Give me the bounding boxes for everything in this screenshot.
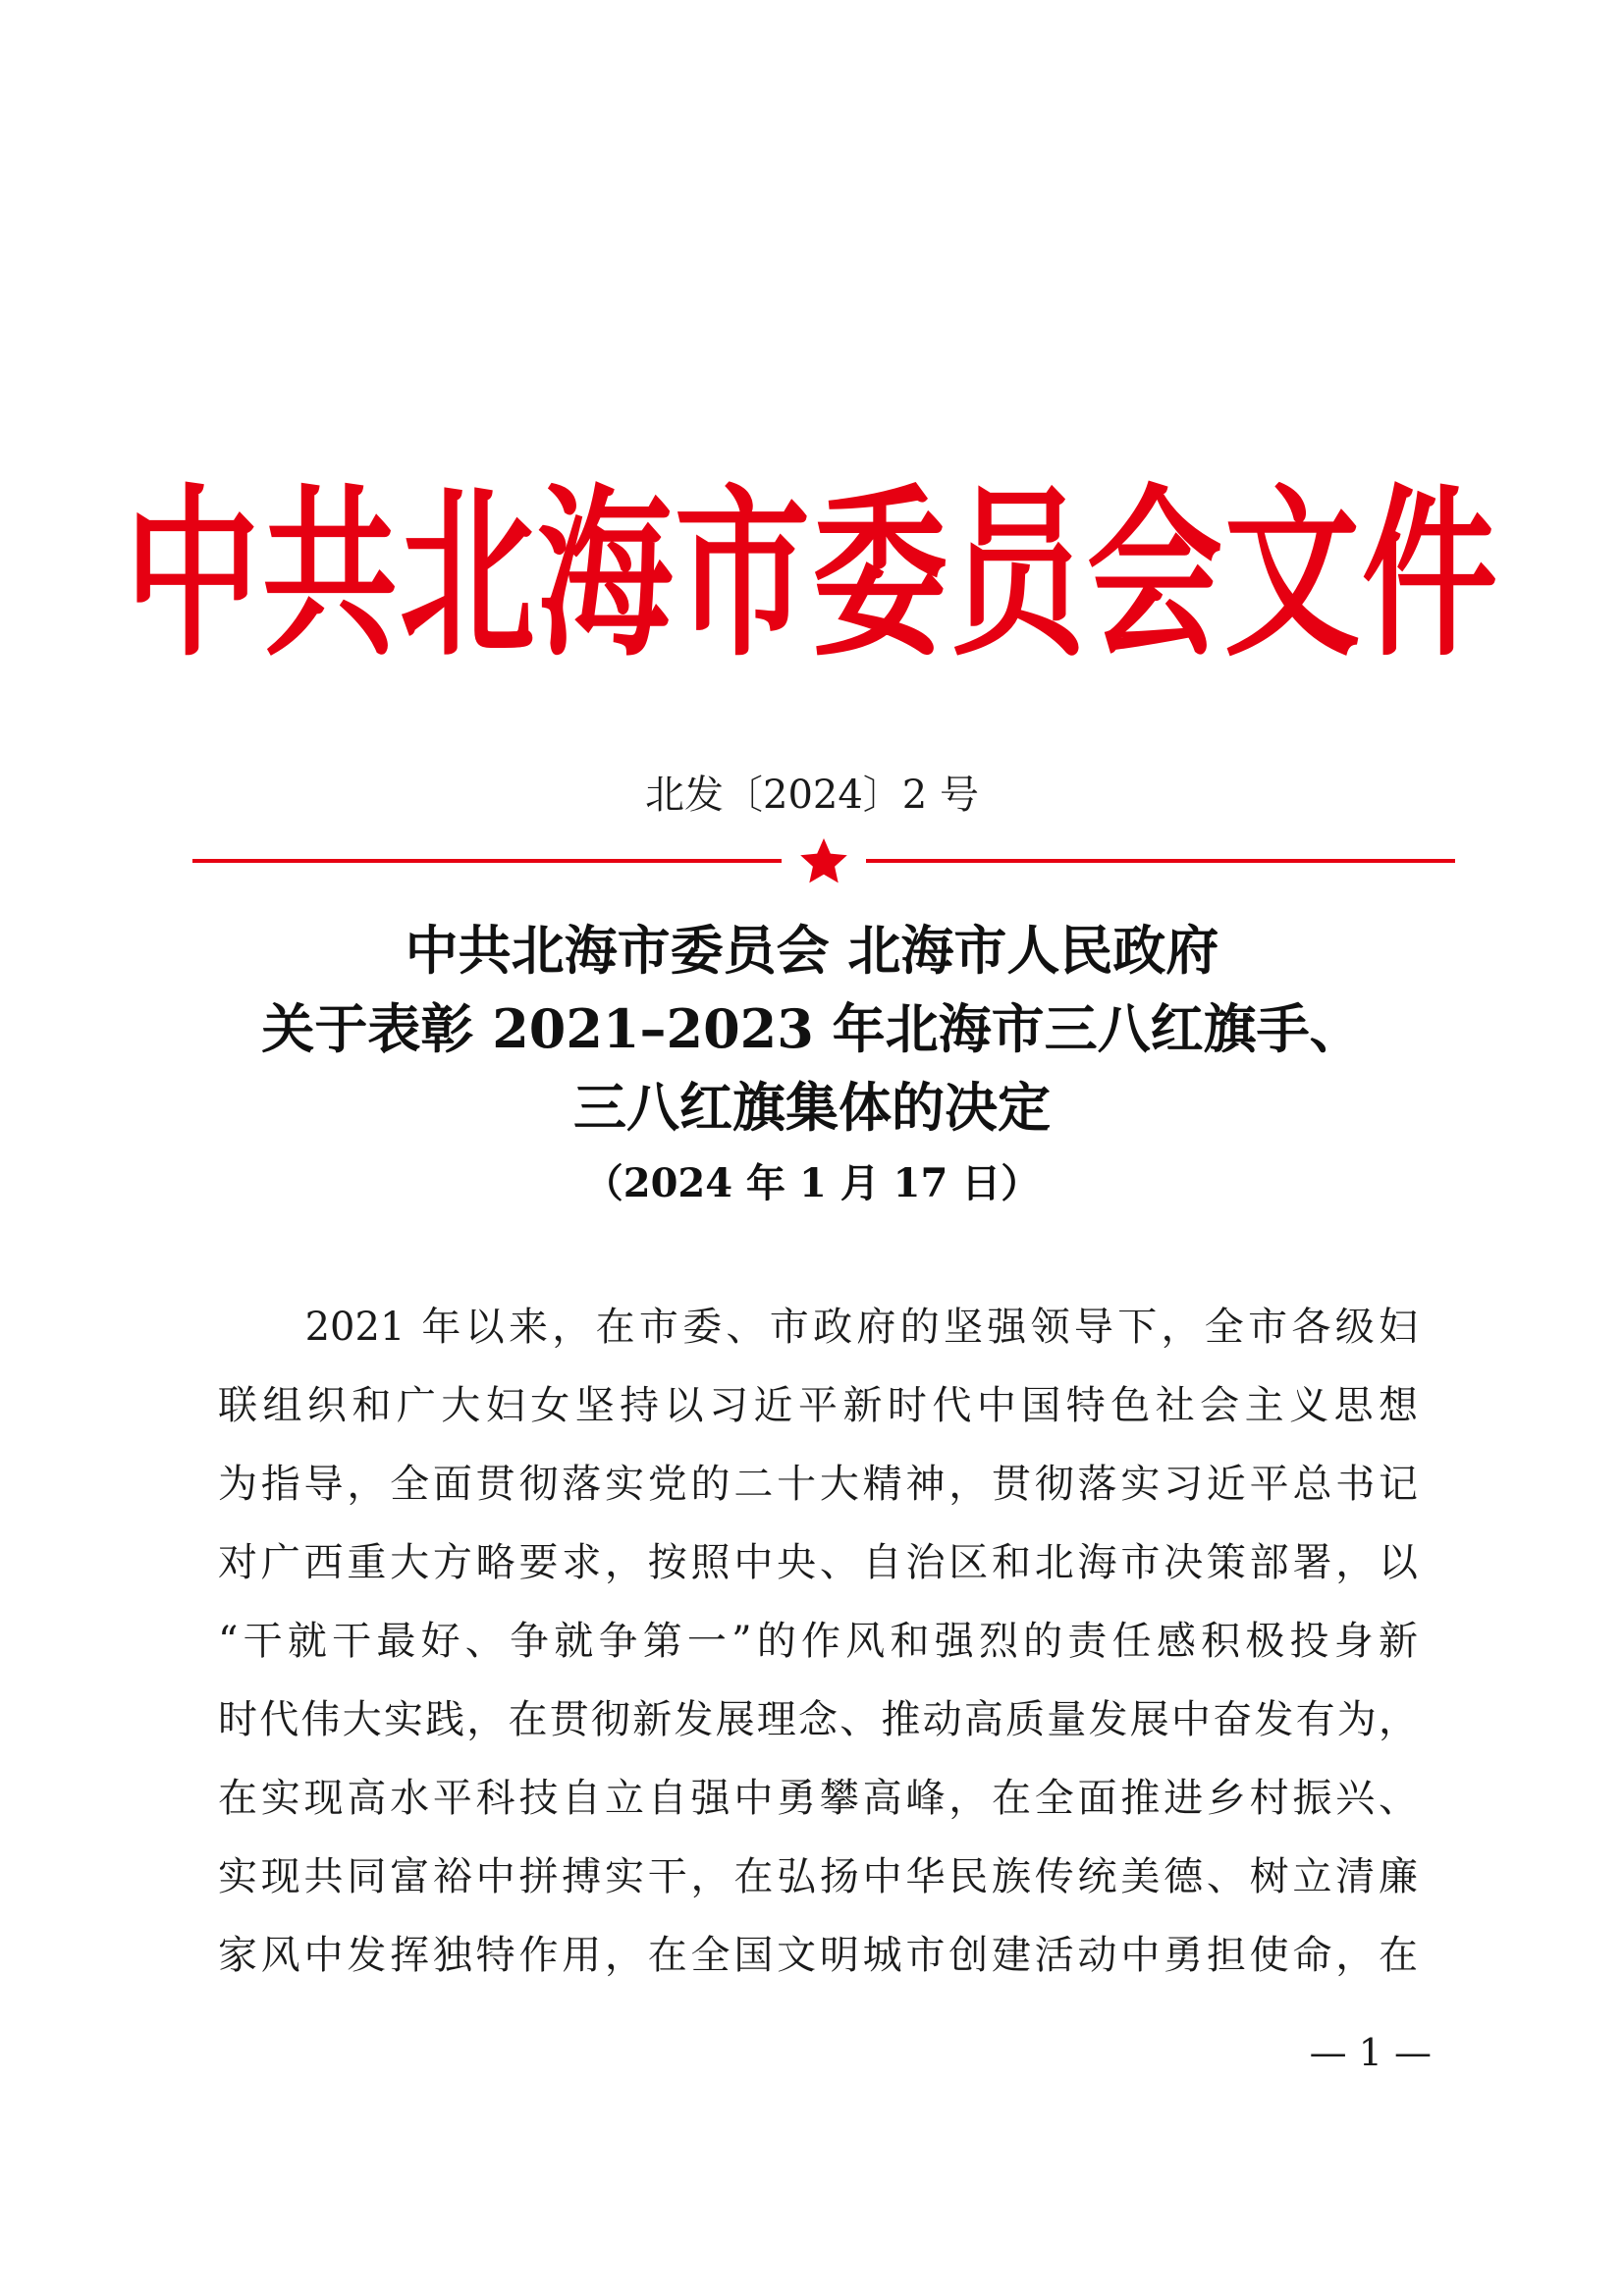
page-number: — 1 — [1309,2031,1432,2074]
body-line: 联组织和广大妇女坚持以习近平新时代中国特色社会主义思想 [218,1383,1418,1428]
body-line: 为指导，全面贯彻落实党的二十大精神，贯彻落实习近平总书记 [218,1462,1418,1507]
title-line: 中共北海市委员会 北海市人民政府 [405,919,1219,982]
body-line: 2021 年以来，在市委、市政府的坚强领导下，全市各级妇 [218,1305,1418,1350]
red-divider [192,836,1455,885]
body-line: “干就干最好、争就争第一”的作风和强烈的责任感积极投身新 [218,1619,1418,1664]
document-date: （2024 年 1 月 17 日） [583,1160,1041,1206]
body-line: 时代伟大实践，在贯彻新发展理念、推动高质量发展中奋发有为， [218,1697,1418,1742]
star-icon [800,838,847,882]
body-line: 实现共同富裕中拼搏实干，在弘扬中华民族传统美德、树立清廉 [218,1854,1418,1899]
body-line: 对广西重大方略要求，按照中央、自治区和北海市决策部署，以 [218,1540,1418,1585]
body-line: 在实现高水平科技自立自强中勇攀高峰，在全面推进乡村振兴、 [218,1776,1418,1821]
body-paragraph [218,1288,1418,1995]
document-masthead: 中共北海市委员会文件 [124,465,1499,682]
document-title [0,911,1624,1147]
title-line: 三八红旗集体的决定 [573,1076,1051,1139]
document-number: 北发〔2024〕2 号 [645,773,979,818]
title-line: 关于表彰 2021–2023 年北海市三八红旗手、 [261,997,1363,1060]
body-line: 家风中发挥独特作用，在全国文明城市创建活动中勇担使命，在 [218,1933,1418,1978]
